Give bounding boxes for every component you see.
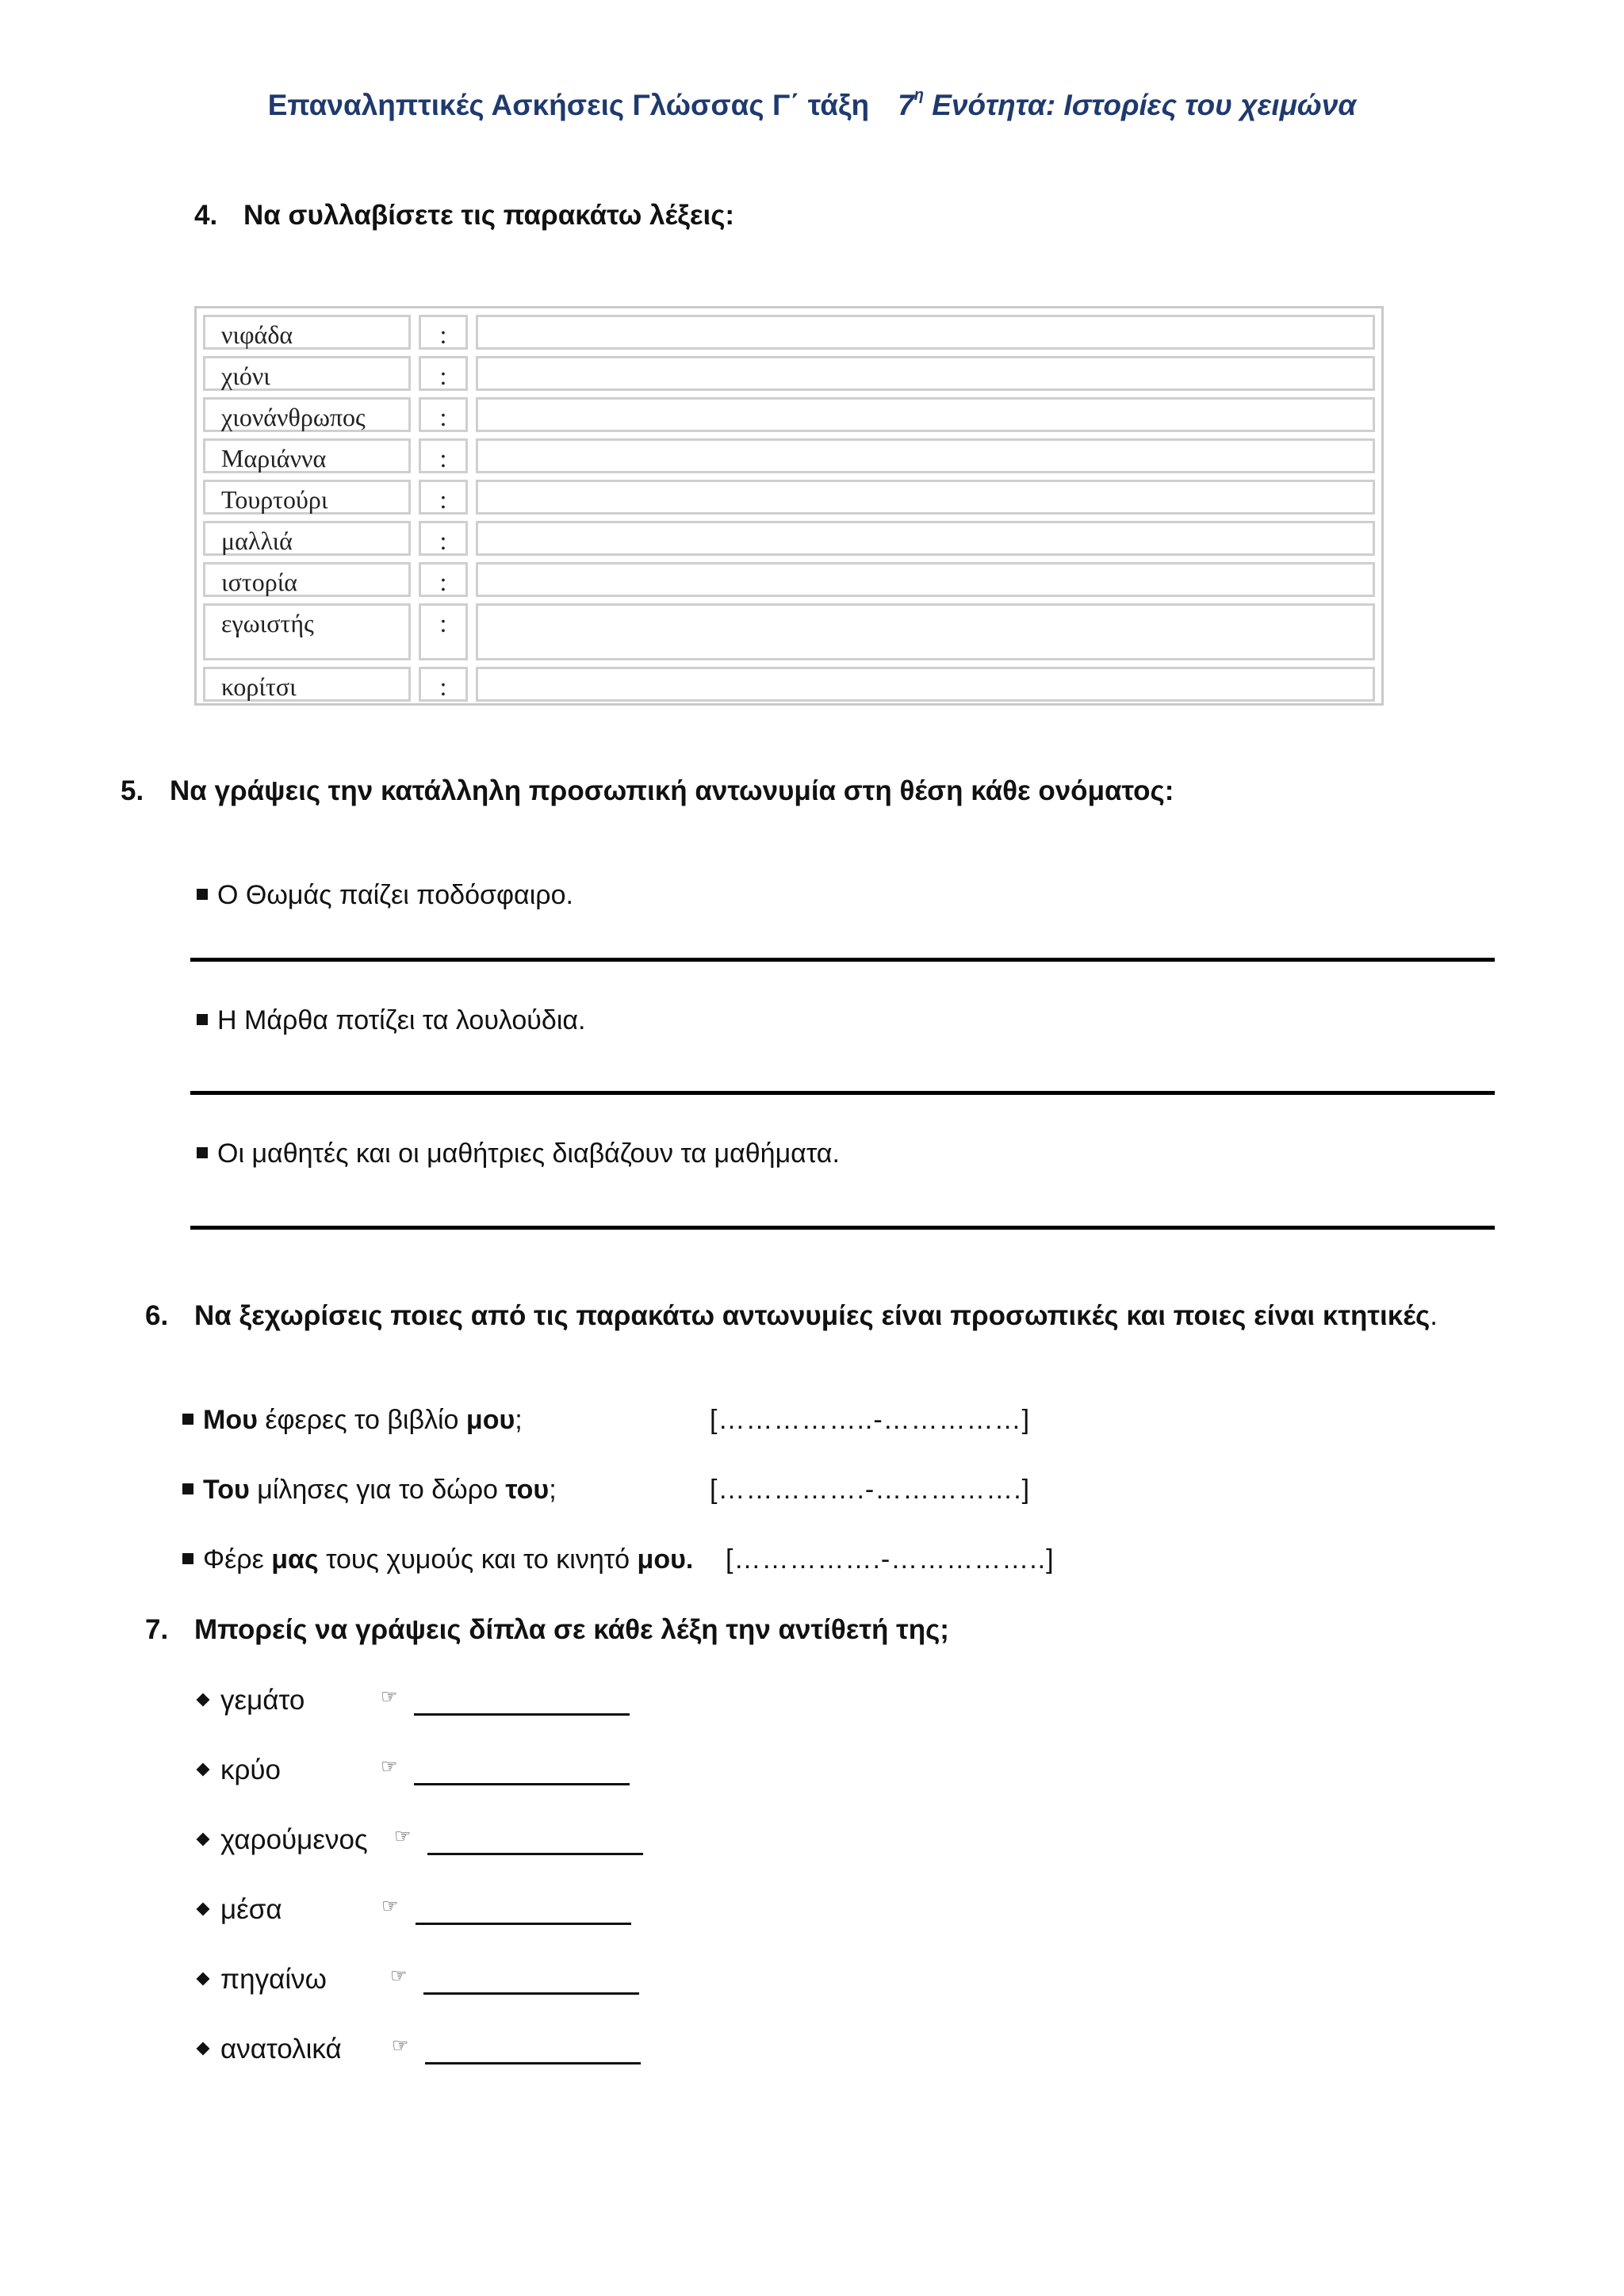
table-row — [203, 397, 1375, 432]
q7-number: 7. — [145, 1614, 169, 1645]
answer-line[interactable] — [190, 1091, 1495, 1095]
q5-heading — [121, 775, 1174, 807]
answer-line[interactable] — [190, 1226, 1495, 1230]
page-header — [0, 86, 1624, 122]
answer-bracket[interactable]: […………….-……………..] — [726, 1544, 1055, 1575]
table-row — [203, 667, 1375, 702]
q6-number: 6. — [145, 1300, 169, 1331]
colon-cell: : — [419, 480, 468, 515]
pointing-hand-icon: ☞ — [381, 1686, 398, 1708]
diamond-bullet-icon — [197, 1973, 210, 1986]
table-row — [203, 521, 1375, 556]
pointing-hand-icon: ☞ — [390, 1965, 408, 1987]
header-unit-title: Ενότητα: Ιστορίες του χειμώνα — [932, 89, 1357, 121]
colon-cell: : — [419, 438, 468, 473]
header-unit-ordinal: η — [914, 86, 924, 104]
sentence-text: Ο Θωμάς παίζει ποδόσφαιρο. — [217, 880, 573, 910]
antonym-item: κρύο — [198, 1755, 281, 1786]
word-cell: χιονάνθρωπος — [203, 397, 411, 432]
antonym-answer-line[interactable] — [425, 2062, 641, 2064]
pointing-hand-icon: ☞ — [381, 1756, 398, 1777]
answer-bracket[interactable]: […………….-…………….] — [710, 1475, 1031, 1505]
table-row — [203, 562, 1375, 597]
header-title: Επαναληπτικές Ασκήσεις Γλώσσας Γ΄ τάξη — [267, 89, 870, 121]
colon-cell: : — [419, 315, 468, 350]
syllable-answer-cell[interactable] — [476, 521, 1375, 556]
q5-number: 5. — [121, 775, 144, 806]
antonym-item: γεμάτο — [198, 1685, 304, 1716]
word-cell: εγωιστής — [203, 603, 411, 660]
antonym-item: χαρούμενος — [198, 1824, 368, 1856]
q4-number: 4. — [194, 200, 218, 231]
pointing-hand-icon: ☞ — [381, 1896, 399, 1917]
syllable-answer-cell[interactable] — [476, 315, 1375, 350]
antonym-item: μέσα — [198, 1894, 282, 1926]
colon-cell: : — [419, 562, 468, 597]
sentence-text: Η Μάρθα ποτίζει τα λουλούδια. — [217, 1005, 586, 1035]
colon-cell: : — [419, 603, 468, 660]
square-bullet-icon — [197, 1147, 208, 1158]
syllable-table — [194, 306, 1384, 706]
syllable-answer-cell[interactable] — [476, 667, 1375, 702]
diamond-bullet-icon — [197, 1693, 210, 1707]
table-row — [203, 315, 1375, 350]
pronoun-item: Μου έφερες το βιβλίο μου; — [182, 1405, 523, 1436]
sentence-item — [197, 1005, 585, 1036]
syllable-answer-cell[interactable] — [476, 603, 1375, 660]
word-cell: μαλλιά — [203, 521, 411, 556]
antonym-answer-line[interactable] — [423, 1992, 639, 1995]
diamond-bullet-icon — [197, 1903, 210, 1916]
word-cell: ιστορία — [203, 562, 411, 597]
syllable-answer-cell[interactable] — [476, 397, 1375, 432]
diamond-bullet-icon — [197, 2042, 210, 2056]
sentence-item — [197, 1138, 840, 1169]
square-bullet-icon — [182, 1414, 193, 1425]
square-bullet-icon — [197, 889, 208, 900]
syllable-answer-cell[interactable] — [476, 480, 1375, 515]
q6-title: Να ξεχωρίσεις ποιες από τις παρακάτω αντωνυμίες είναι προσωπικές και ποιες είναι κτητικές — [194, 1300, 1431, 1331]
word-cell: Μαριάννα — [203, 438, 411, 473]
sentence-text: Οι μαθητές και οι μαθήτριες διαβάζουν τα μαθήματα. — [217, 1138, 840, 1169]
pointing-hand-icon: ☞ — [394, 1826, 412, 1847]
syllable-answer-cell[interactable] — [476, 438, 1375, 473]
word-cell: νιφάδα — [203, 315, 411, 350]
table-row — [203, 603, 1375, 660]
answer-bracket[interactable]: [……………..-……………] — [710, 1405, 1031, 1435]
syllable-answer-cell[interactable] — [476, 562, 1375, 597]
table-row — [203, 356, 1375, 391]
table-row — [203, 438, 1375, 473]
header-unit-number: 7 — [898, 89, 914, 121]
syllable-answer-cell[interactable] — [476, 356, 1375, 391]
q6-heading: 6. Να ξεχωρίσεις ποιες από τις παρακάτω αντωνυμίες είναι προσωπικές και ποιες είναι κτητικές. — [145, 1300, 1438, 1331]
colon-cell: : — [419, 667, 468, 702]
antonym-answer-line[interactable] — [416, 1923, 631, 1925]
answer-line[interactable] — [190, 958, 1495, 962]
q4-title: Να συλλαβίσετε τις παρακάτω λέξεις: — [243, 200, 735, 231]
colon-cell: : — [419, 521, 468, 556]
antonym-item: πηγαίνω — [198, 1964, 327, 1996]
antonym-answer-line[interactable] — [427, 1853, 643, 1855]
diamond-bullet-icon — [197, 1833, 210, 1846]
table-row — [203, 480, 1375, 515]
pronoun-item: Του μίλησες για το δώρο του; — [182, 1475, 557, 1506]
square-bullet-icon — [197, 1014, 208, 1025]
antonym-answer-line[interactable] — [414, 1783, 630, 1785]
antonym-answer-line[interactable] — [414, 1713, 630, 1716]
word-cell: χιόνι — [203, 356, 411, 391]
diamond-bullet-icon — [197, 1763, 210, 1777]
square-bullet-icon — [182, 1553, 193, 1564]
colon-cell: : — [419, 397, 468, 432]
antonym-item: ανατολικά — [198, 2034, 342, 2065]
word-cell: Τουρτούρι — [203, 480, 411, 515]
colon-cell: : — [419, 356, 468, 391]
square-bullet-icon — [182, 1483, 193, 1494]
q5-title: Να γράψεις την κατάλληλη προσωπική αντωνυμία στη θέση κάθε ονόματος: — [170, 775, 1174, 806]
pronoun-item: Φέρε μας τους χυμούς και το κινητό μου. — [182, 1544, 693, 1575]
q4-heading — [194, 200, 734, 232]
q7-heading — [145, 1614, 949, 1646]
q7-title: Μπορείς να γράψεις δίπλα σε κάθε λέξη την αντίθετή της; — [194, 1614, 949, 1645]
pointing-hand-icon: ☞ — [392, 2035, 409, 2057]
word-cell: κορίτσι — [203, 667, 411, 702]
sentence-item — [197, 880, 573, 911]
